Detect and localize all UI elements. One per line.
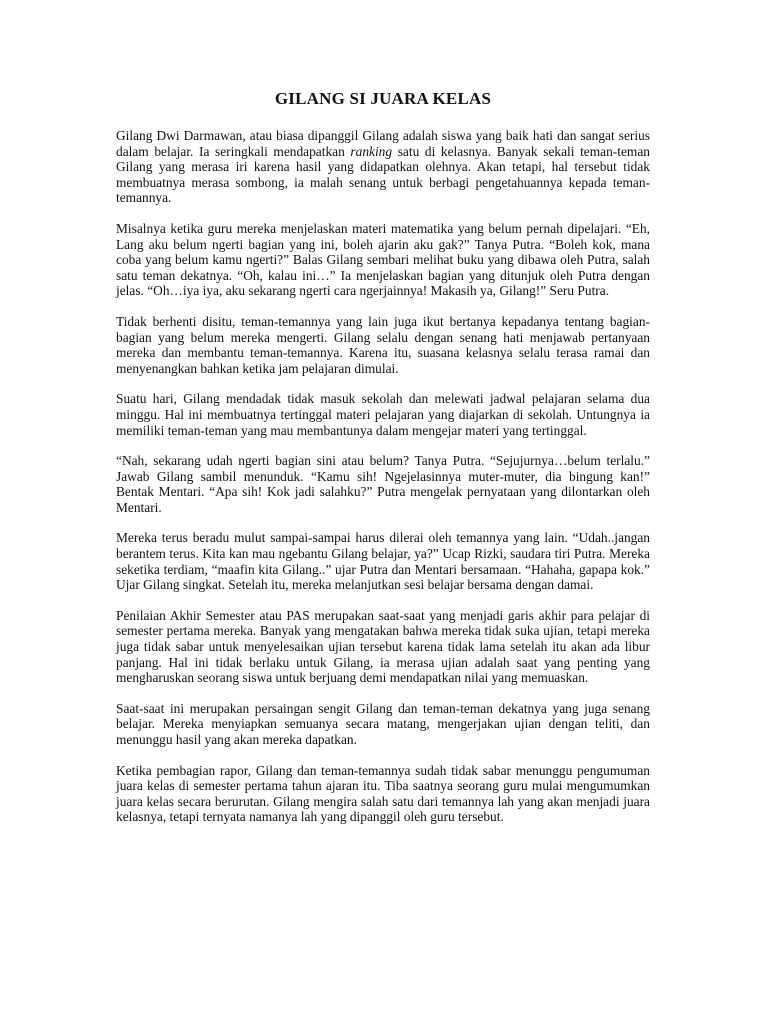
paragraph-3: Tidak berhenti disitu, teman-temannya yang lain juga ikut bertanya kepadanya tentang bagian-bagian yang belum mereka mengerti. Gilang selalu dengan senang hati menjawab pertanyaan mereka dan membantu teman-temannya. Karena itu, suasana kelasnya selalu terasa ramai dan menyenangkan bahkan ketika jam pelajaran dimulai.	[116, 313, 650, 376]
paragraph-9: Ketika pembagian rapor, Gilang dan teman-temannya sudah tidak sabar menunggu pengumuman juara kelas di semester pertama tahun ajaran itu. Tiba saatnya seorang guru mulai mengumumkan juara kelas secara berurutan. Gilang mengira salah satu dari temannya lah yang akan menjadi juara kelasnya, tetapi ternyata namanya lah yang dipanggil oleh guru tersebut.	[116, 762, 650, 825]
paragraph-1	[116, 128, 650, 206]
paragraph-7: Penilaian Akhir Semester atau PAS merupakan saat-saat yang menjadi garis akhir para pelajar di semester pertama mereka. Banyak yang mengatakan bahwa mereka tidak suka ujian, tetapi mereka juga tidak sabar untuk menyelesaikan ujian tersebut karena tidak lama setelah itu akan ada libur panjang. Hal ini tidak berlaku untuk Gilang, ia merasa ujian adalah saat yang penting yang mengharuskan seorang siswa untuk berjuang demi mendapatkan nilai yang memuaskan.	[116, 607, 650, 686]
document-page	[116, 88, 650, 840]
paragraph-6: Mereka terus beradu mulut sampai-sampai harus dilerai oleh temannya yang lain. “Udah..jangan berantem terus. Kita kan mau ngebantu Gilang belajar, ya?” Ucap Rizki, saudara tiri Putra. Mereka seketika terdiam, “maafin kita Gilang..” ujar Putra dan Mentari bersamaan. “Hahaha, gapapa kok.” Ujar Gilang singkat. Setelah itu, mereka melanjutkan sesi belajar bersama dengan damai.	[116, 530, 650, 593]
paragraph-5: “Nah, sekarang udah ngerti bagian sini atau belum? Tanya Putra. “Sejujurnya…belum terlalu.” Jawab Gilang sambil menunduk. “Kamu sih! Ngejelasinnya muter-muter, dia bingung kan!” Bentak Mentari. “Apa sih! Kok jadi salahku?” Putra mengelak pernyataan yang dilontarkan oleh Mentari.	[116, 453, 650, 515]
paragraph-2: Misalnya ketika guru mereka menjelaskan materi matematika yang belum pernah dipelajari. “Eh, Lang aku belum ngerti bagian yang ini, boleh ajarin aku gak?” Tanya Putra. “Boleh kok, mana coba yang belum kamu ngerti?” Balas Gilang sembari melihat buku yang dibawa oleh Putra, salah satu teman dekatnya. “Oh, kalau ini…” Ia menjelaskan bagian yang ditunjuk oleh Putra dengan jelas. “Oh…iya iya, aku sekarang ngerti cara ngerjainnya! Makasih ya, Gilang!” Seru Putra.	[116, 220, 650, 299]
paragraph-1-text-start: Gilang Dwi Darmawan, atau biasa dipanggil Gilang adalah siswa yang baik hati dan sangat serius dalam belajar. Ia seringkali mendapatkan	[116, 128, 650, 159]
document-title: GILANG SI JUARA KELAS	[274, 89, 492, 108]
paragraph-1-text-end: satu di kelasnya. Banyak sekali teman-teman Gilang yang merasa iri karena hasil yang didapatkan olehnya. Akan tetapi, hal tersebut tidak membuatnya merasa sombong, ia malah senang untuk berbagi pengetahuannya kepada teman-temannya.	[116, 143, 650, 206]
paragraph-4: Suatu hari, Gilang mendadak tidak masuk sekolah dan melewati jadwal pelajaran selama dua minggu. Hal ini membuatnya tertinggal materi pelajaran yang diajarkan di sekolah. Untungnya ia memiliki teman-teman yang mau membantunya dalam mengejar materi yang tertinggal.	[116, 391, 650, 438]
paragraph-1-italic-word: ranking	[350, 143, 393, 159]
paragraph-8: Saat-saat ini merupakan persaingan sengit Gilang dan teman-teman dekatnya yang juga senang belajar. Mereka menyiapkan semuanya secara matang, mengerjakan ujian dengan teliti, dan menunggu hasil yang akan mereka dapatkan.	[116, 700, 650, 747]
